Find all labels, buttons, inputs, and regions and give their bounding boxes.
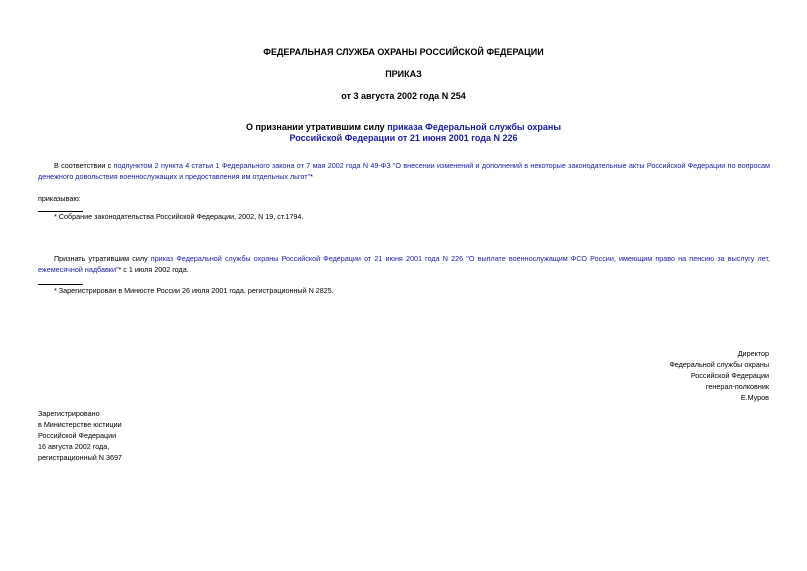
order-word: приказываю: [38, 194, 81, 203]
signature-line: Директор [737, 349, 769, 358]
registration-line: Российской Федерации [38, 431, 117, 440]
paragraph-basis-prefix: В соответствии с [54, 161, 114, 170]
registration-line: 16 августа 2002 года, [38, 442, 110, 451]
repealed-order-link[interactable]: приказ Федеральной службы охраны Российской Федерации от 21 июня 2001 года N 226 "О выплате военнослужащим ФСО России, имеющим право на пенсию за выслугу лет, ежемесячной надбавки" [38, 254, 770, 274]
law-reference-link[interactable]: подпунктом 2 пункта 4 статьи 1 Федерального закона от 7 мая 2002 года N 49-ФЗ "О внесении изменений и дополнений в некоторые законодательные акты Российской Федерации по вопросам денежного довольствия военнослужащих и предоставления им отдельных льгот" [38, 161, 770, 181]
paragraph-order [38, 254, 770, 275]
footnote-divider-2 [38, 284, 83, 285]
signature-line: Федеральной службы охраны [669, 360, 769, 369]
signature-line: Российской Федерации [690, 371, 769, 380]
date-number-heading: от 3 августа 2002 года N 254 [341, 91, 466, 101]
title-link-part-2[interactable]: Российской Федерации от 21 июня 2001 года N 226 [289, 133, 518, 143]
signature-line: генерал-полковник [705, 382, 769, 391]
footnote-1: * Собрание законодательства Российской Федерации, 2002, N 19, ст.1794. [54, 212, 304, 221]
paragraph-order-prefix: Признать утратившим силу [54, 254, 151, 263]
signature-line: Е.Муров [740, 393, 769, 402]
registration-line: в Министерстве юстиции [38, 420, 122, 429]
agency-heading: ФЕДЕРАЛЬНАЯ СЛУЖБА ОХРАНЫ РОССИЙСКОЙ ФЕДЕРАЦИИ [263, 47, 544, 57]
title-link-part-1[interactable]: приказа Федеральной службы охраны [387, 122, 562, 132]
footnote-2: * Зарегистрирован в Минюсте России 26 июля 2001 года, регистрационный N 2825. [54, 286, 334, 295]
footnote-marker-1: * [310, 171, 313, 181]
signature-block [669, 348, 769, 403]
doc-type-heading: ПРИКАЗ [385, 69, 422, 79]
paragraph-basis [38, 161, 770, 182]
registration-line: Зарегистрировано [38, 409, 100, 418]
document-title-line-2 [0, 133, 807, 144]
registration-line: регистрационный N 3697 [38, 453, 122, 462]
document-title-line-1 [0, 122, 807, 133]
paragraph-order-suffix: * с 1 июля 2002 года. [118, 264, 189, 274]
title-prefix: О признании утратившим силу [245, 122, 388, 132]
registration-block [38, 408, 122, 463]
